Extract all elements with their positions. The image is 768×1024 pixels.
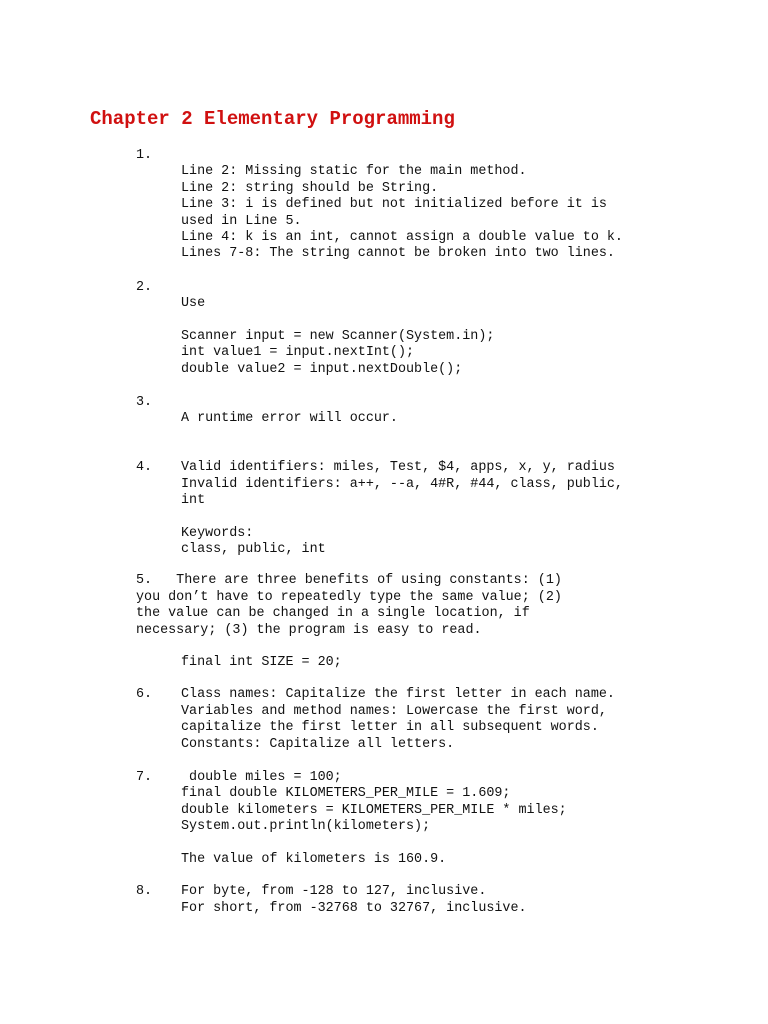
- q6-line: capitalize the first letter in all subsequent words.: [181, 720, 599, 735]
- q3-text: A runtime error will occur.: [181, 411, 398, 426]
- chapter-title: Chapter 2 Elementary Programming: [90, 108, 455, 130]
- q8-number: 8.: [136, 884, 153, 899]
- q8-line: For byte, from -128 to 127, inclusive.: [181, 884, 487, 899]
- q1-line: Lines 7-8: The string cannot be broken into two lines.: [181, 246, 615, 261]
- q1-line: Line 2: string should be String.: [181, 181, 439, 196]
- q4-line: int: [181, 493, 206, 508]
- q7-code-line: final double KILOMETERS_PER_MILE = 1.609;: [181, 786, 511, 801]
- q1-line: used in Line 5.: [181, 214, 302, 229]
- q5-line: you don’t have to repeatedly type the same value; (2): [136, 590, 562, 605]
- q1-line: Line 2: Missing static for the main method.: [181, 164, 527, 179]
- q7-code-line: double kilometers = KILOMETERS_PER_MILE * miles;: [181, 803, 567, 818]
- q6-line: Class names: Capitalize the first letter in each name.: [181, 687, 615, 702]
- q4-line: Invalid identifiers: a++, --a, 4#R, #44, class, public,: [181, 477, 623, 492]
- q2-code-line: double value2 = input.nextDouble();: [181, 362, 463, 377]
- q2-code-line: int value1 = input.nextInt();: [181, 345, 415, 360]
- q4-line: Valid identifiers: miles, Test, $4, apps, x, y, radius: [181, 460, 615, 475]
- q1-number: 1.: [136, 148, 153, 163]
- q6-line: Constants: Capitalize all letters.: [181, 737, 455, 752]
- q5-line: the value can be changed in a single location, if: [136, 606, 530, 621]
- q2-intro: Use: [181, 296, 206, 311]
- q2-number: 2.: [136, 280, 153, 295]
- q4-keywords: class, public, int: [181, 542, 326, 557]
- q2-code-line: Scanner input = new Scanner(System.in);: [181, 329, 495, 344]
- q7-code-line: System.out.println(kilometers);: [181, 819, 431, 834]
- q6-number: 6.: [136, 687, 153, 702]
- q5-first-line: 5. There are three benefits of using constants: (1): [136, 573, 562, 588]
- q5-code: final int SIZE = 20;: [181, 655, 342, 670]
- q7-first-line: double miles = 100;: [181, 770, 342, 785]
- q4-keywords-label: Keywords:: [181, 526, 254, 541]
- q5-line: necessary; (3) the program is easy to read.: [136, 623, 482, 638]
- q7-result: The value of kilometers is 160.9.: [181, 852, 447, 867]
- q7-number: 7.: [136, 770, 153, 785]
- q1-line: Line 4: k is an int, cannot assign a double value to k.: [181, 230, 623, 245]
- q4-number: 4.: [136, 460, 153, 475]
- q8-line: For short, from -32768 to 32767, inclusive.: [181, 901, 527, 916]
- q1-line: Line 3: i is defined but not initialized before it is: [181, 197, 607, 212]
- q3-number: 3.: [136, 395, 153, 410]
- q6-line: Variables and method names: Lowercase the first word,: [181, 704, 607, 719]
